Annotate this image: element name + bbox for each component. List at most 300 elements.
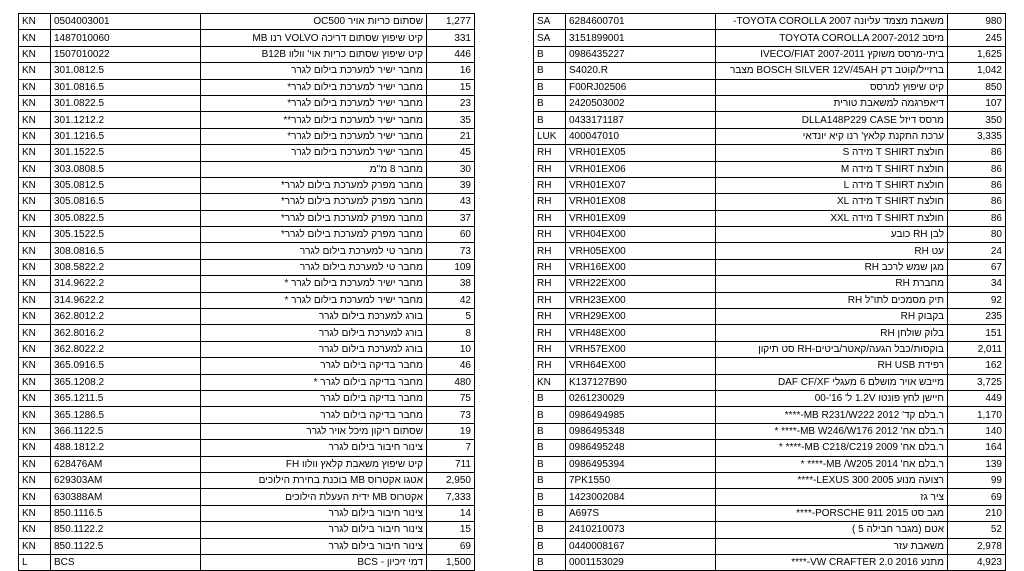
quantity-cell: 80 [948, 227, 1006, 243]
table-row [19, 112, 475, 128]
part-number-cell: 305.0816.5 [51, 194, 201, 210]
brand-cell: KN [19, 79, 51, 95]
table-row [19, 210, 475, 226]
quantity-cell: 37 [427, 210, 475, 226]
table-row [534, 14, 1006, 30]
part-number-cell: 6284600701 [566, 14, 716, 30]
quantity-cell: 5 [427, 309, 475, 325]
brand-cell: RH [534, 161, 566, 177]
part-number-cell: VRH01EX06 [566, 161, 716, 177]
part-number-cell: 0433171187 [566, 112, 716, 128]
brand-cell: RH [534, 358, 566, 374]
table-row [19, 259, 475, 275]
brand-cell: KN [19, 341, 51, 357]
table-row [534, 341, 1006, 357]
table-row [19, 30, 475, 46]
description-cell: דמי זיכיון - BCS [201, 554, 427, 570]
part-number-cell: 366.1122.5 [51, 423, 201, 439]
brand-cell: B [534, 538, 566, 554]
part-number-cell: VRH01EX07 [566, 177, 716, 193]
table-row [534, 112, 1006, 128]
quantity-cell: 711 [427, 456, 475, 472]
quantity-cell: 1,170 [948, 407, 1006, 423]
part-number-cell: VRH23EX00 [566, 292, 716, 308]
description-cell: מחבר ישיר למערכת בילום לגרר [201, 145, 427, 161]
table-row [19, 440, 475, 456]
description-cell: בקבוק RH [716, 309, 948, 325]
quantity-cell: 109 [427, 259, 475, 275]
brand-cell: B [534, 554, 566, 570]
table-row [19, 358, 475, 374]
quantity-cell: 86 [948, 161, 1006, 177]
quantity-cell: 7 [427, 440, 475, 456]
quantity-cell: 350 [948, 112, 1006, 128]
table-row [19, 145, 475, 161]
description-cell: בורג למערכת בילום לגרר [201, 341, 427, 357]
quantity-cell: 86 [948, 210, 1006, 226]
table-row [19, 14, 475, 30]
brand-cell: B [534, 95, 566, 111]
table-row [19, 276, 475, 292]
description-cell: מחברת RH [716, 276, 948, 292]
brand-cell: RH [534, 194, 566, 210]
brand-cell: KN [19, 456, 51, 472]
description-cell: שסתום ריקון מיכל אויר לגרר [201, 423, 427, 439]
description-cell: מחבר ישיר למערכת בילום לגרר * [201, 292, 427, 308]
table-row [19, 390, 475, 406]
part-number-cell: 1487010060 [51, 30, 201, 46]
description-cell: צינור חיבור בילום לגרר [201, 522, 427, 538]
table-row [534, 145, 1006, 161]
part-number-cell: 362.8012.2 [51, 309, 201, 325]
description-cell: מייבש אויר מושלם 6 מעגלי DAF CF/XF [716, 374, 948, 390]
quantity-cell: 73 [427, 243, 475, 259]
part-number-cell: 488.1812.2 [51, 440, 201, 456]
description-cell: קיט שיפוץ שסתום כריות אוי' וולוו B12B [201, 46, 427, 62]
description-cell: מגן שמש לרכב RH [716, 259, 948, 275]
quantity-cell: 980 [948, 14, 1006, 30]
part-number-cell: 850.1122.5 [51, 538, 201, 554]
part-number-cell: A697S [566, 505, 716, 521]
part-number-cell: 365.1208.2 [51, 374, 201, 390]
table-row [19, 243, 475, 259]
part-number-cell: 1507010022 [51, 46, 201, 62]
part-number-cell: VRH01EX08 [566, 194, 716, 210]
brand-cell: B [534, 390, 566, 406]
part-number-cell: 0986495248 [566, 440, 716, 456]
description-cell: חיישן לחץ פונטו 1.2V ל' 16'-00 [716, 390, 948, 406]
quantity-cell: 69 [427, 538, 475, 554]
description-cell: רפידת RH USB [716, 358, 948, 374]
table-row [19, 128, 475, 144]
quantity-cell: 2,011 [948, 341, 1006, 357]
table-row [19, 292, 475, 308]
quantity-cell: 46 [427, 358, 475, 374]
description-cell: מחבר ישיר למערכת בילום לגרר* [201, 128, 427, 144]
brand-cell: KN [19, 522, 51, 538]
table-row [534, 243, 1006, 259]
description-cell: מחבר בדיקה בילום לגרר * [201, 374, 427, 390]
table-row [534, 472, 1006, 488]
brand-cell: RH [534, 145, 566, 161]
part-number-cell: 365.0916.5 [51, 358, 201, 374]
brand-cell: KN [19, 472, 51, 488]
description-cell: ר.בלם אח' MB C218/C219 2009-**** * [716, 440, 948, 456]
table-row [19, 423, 475, 439]
brand-cell: B [534, 79, 566, 95]
quantity-cell: 210 [948, 505, 1006, 521]
quantity-cell: 38 [427, 276, 475, 292]
part-number-cell: 629303AM [51, 472, 201, 488]
table-row [534, 259, 1006, 275]
quantity-cell: 39 [427, 177, 475, 193]
part-number-cell: 301.0812.5 [51, 63, 201, 79]
quantity-cell: 15 [427, 522, 475, 538]
brand-cell: B [534, 472, 566, 488]
description-cell: בלוק שולחן RH [716, 325, 948, 341]
part-number-cell: 303.0808.5 [51, 161, 201, 177]
part-number-cell: VRH01EX09 [566, 210, 716, 226]
quantity-cell: 15 [427, 79, 475, 95]
part-number-cell: 301.0816.5 [51, 79, 201, 95]
quantity-cell: 1,277 [427, 14, 475, 30]
quantity-cell: 86 [948, 145, 1006, 161]
description-cell: משאבת עזר [716, 538, 948, 554]
description-cell: מחבר מפרק למערכת בילום לגרר* [201, 227, 427, 243]
quantity-cell: 1,042 [948, 63, 1006, 79]
brand-cell: KN [19, 309, 51, 325]
quantity-cell: 52 [948, 522, 1006, 538]
part-number-cell: VRH05EX00 [566, 243, 716, 259]
table-row [19, 472, 475, 488]
brand-cell: KN [19, 112, 51, 128]
description-cell: ביתי-מרסס משוקץ IVECO/FIAT 2007-2011 [716, 46, 948, 62]
description-cell: ברזייל/קוטב דק BOSCH SILVER 12V/45AH מצבר [716, 63, 948, 79]
brand-cell: B [534, 440, 566, 456]
quantity-cell: 3,725 [948, 374, 1006, 390]
quantity-cell: 86 [948, 177, 1006, 193]
table-row [534, 407, 1006, 423]
brand-cell: KN [19, 161, 51, 177]
brand-cell: SA [534, 30, 566, 46]
part-number-cell: VRH57EX00 [566, 341, 716, 357]
table-row [19, 522, 475, 538]
brand-cell: KN [19, 276, 51, 292]
description-cell: מחבר טי למערכת בילום לגרר [201, 243, 427, 259]
table-row [534, 276, 1006, 292]
brand-cell: KN [19, 489, 51, 505]
description-cell: מרסס דיזל DLLA148P229 CASE [716, 112, 948, 128]
description-cell: מחבר ישיר למערכת בילום לגרר* [201, 95, 427, 111]
quantity-cell: 2,978 [948, 538, 1006, 554]
description-cell: מחבר מפרק למערכת בילום לגרר* [201, 210, 427, 226]
brand-cell: KN [19, 259, 51, 275]
part-number-cell: VRH22EX00 [566, 276, 716, 292]
brand-cell: B [534, 112, 566, 128]
description-cell: מחבר בדיקה בילום לגרר [201, 358, 427, 374]
description-cell: מחבר בדיקה בילום לגרר [201, 407, 427, 423]
description-cell: תיק מסמכים לתו"ל RH [716, 292, 948, 308]
description-cell: ר.בלם אח' MB /W205 2014-**** * [716, 456, 948, 472]
part-number-cell: VRH04EX00 [566, 227, 716, 243]
part-number-cell: 0986495394 [566, 456, 716, 472]
brand-cell: SA [534, 14, 566, 30]
quantity-cell: 60 [427, 227, 475, 243]
brand-cell: B [534, 456, 566, 472]
table-row [19, 177, 475, 193]
brand-cell: B [534, 489, 566, 505]
quantity-cell: 92 [948, 292, 1006, 308]
part-number-cell: 630388AM [51, 489, 201, 505]
description-cell: מחבר מפרק למערכת בילום לגרר* [201, 194, 427, 210]
table-row [19, 63, 475, 79]
right-parts-table [533, 13, 1006, 571]
description-cell: צינור חיבור בילום לגרר [201, 538, 427, 554]
brand-cell: L [19, 554, 51, 570]
quantity-cell: 850 [948, 79, 1006, 95]
table-row [534, 292, 1006, 308]
quantity-cell: 86 [948, 194, 1006, 210]
part-number-cell: S4020.R [566, 63, 716, 79]
brand-cell: B [534, 423, 566, 439]
description-cell: ציר גז [716, 489, 948, 505]
brand-cell: RH [534, 341, 566, 357]
part-number-cell: 0261230029 [566, 390, 716, 406]
brand-cell: KN [534, 374, 566, 390]
table-row [534, 358, 1006, 374]
quantity-cell: 1,625 [948, 46, 1006, 62]
part-number-cell: 0986495348 [566, 423, 716, 439]
brand-cell: KN [19, 325, 51, 341]
table-row [534, 30, 1006, 46]
quantity-cell: 140 [948, 423, 1006, 439]
table-row [534, 374, 1006, 390]
description-cell: חולצת T SHIRT מידה L [716, 177, 948, 193]
table-row [534, 522, 1006, 538]
quantity-cell: 73 [427, 407, 475, 423]
part-number-cell: 314.9622.2 [51, 292, 201, 308]
brand-cell: RH [534, 276, 566, 292]
part-number-cell: 365.1211.5 [51, 390, 201, 406]
quantity-cell: 8 [427, 325, 475, 341]
quantity-cell: 16 [427, 63, 475, 79]
brand-cell: B [534, 63, 566, 79]
brand-cell: KN [19, 243, 51, 259]
table-row [19, 456, 475, 472]
table-row [534, 95, 1006, 111]
description-cell: צינור חיבור בילום לגרר [201, 505, 427, 521]
table-row [534, 46, 1006, 62]
part-number-cell: 0986494985 [566, 407, 716, 423]
quantity-cell: 245 [948, 30, 1006, 46]
brand-cell: LUK [534, 128, 566, 144]
part-number-cell: 362.8022.2 [51, 341, 201, 357]
quantity-cell: 45 [427, 145, 475, 161]
table-row [19, 46, 475, 62]
part-number-cell: BCS [51, 554, 201, 570]
description-cell: מחבר ישיר למערכת בילום לגרר** [201, 112, 427, 128]
table-row [534, 505, 1006, 521]
part-number-cell: 301.1216.5 [51, 128, 201, 144]
part-number-cell: 301.0822.5 [51, 95, 201, 111]
part-number-cell: F00RJ02506 [566, 79, 716, 95]
table-row [534, 210, 1006, 226]
quantity-cell: 164 [948, 440, 1006, 456]
part-number-cell: 314.9622.2 [51, 276, 201, 292]
description-cell: חולצת T SHIRT מידה XXL [716, 210, 948, 226]
description-cell: קיט שיפוץ למרסס [716, 79, 948, 95]
description-cell: חולצת T SHIRT מידה M [716, 161, 948, 177]
quantity-cell: 43 [427, 194, 475, 210]
part-number-cell: 850.1116.5 [51, 505, 201, 521]
table-row [534, 128, 1006, 144]
description-cell: עט RH [716, 243, 948, 259]
part-number-cell: VRH16EX00 [566, 259, 716, 275]
quantity-cell: 14 [427, 505, 475, 521]
part-number-cell: 7PK1550 [566, 472, 716, 488]
description-cell: ר.בלם קד' MB R231/W222 2012-**** [716, 407, 948, 423]
left-parts-table [18, 13, 475, 571]
part-number-cell: VRH29EX00 [566, 309, 716, 325]
part-number-cell: 365.1286.5 [51, 407, 201, 423]
brand-cell: RH [534, 309, 566, 325]
table-row [19, 374, 475, 390]
quantity-cell: 2,950 [427, 472, 475, 488]
part-number-cell: 362.8016.2 [51, 325, 201, 341]
table-row [534, 227, 1006, 243]
quantity-cell: 21 [427, 128, 475, 144]
description-cell: בוקסות/כבל הגעה/קאטר/ביטים-RH סט תיקון [716, 341, 948, 357]
quantity-cell: 19 [427, 423, 475, 439]
quantity-cell: 99 [948, 472, 1006, 488]
part-number-cell: 308.0816.5 [51, 243, 201, 259]
brand-cell: KN [19, 95, 51, 111]
brand-cell: KN [19, 177, 51, 193]
brand-cell: KN [19, 374, 51, 390]
quantity-cell: 69 [948, 489, 1006, 505]
table-row [534, 325, 1006, 341]
part-number-cell: 3151899001 [566, 30, 716, 46]
table-row [19, 161, 475, 177]
table-row [19, 538, 475, 554]
part-number-cell: 308.5822.2 [51, 259, 201, 275]
quantity-cell: 235 [948, 309, 1006, 325]
description-cell: ערכת התקנת קלאץ' רנו קיא יונדאי [716, 128, 948, 144]
table-row [534, 194, 1006, 210]
table-row [19, 489, 475, 505]
part-number-cell: 301.1522.5 [51, 145, 201, 161]
description-cell: דיאפרגמה למשאבת טורית [716, 95, 948, 111]
table-row [534, 309, 1006, 325]
description-cell: שסתום כריות אויר OC500 [201, 14, 427, 30]
description-cell: בורג למערכת בילום לגרר [201, 309, 427, 325]
brand-cell: B [534, 46, 566, 62]
quantity-cell: 139 [948, 456, 1006, 472]
table-row [19, 194, 475, 210]
part-number-cell: 850.1122.2 [51, 522, 201, 538]
table-row [19, 325, 475, 341]
table-row [534, 423, 1006, 439]
table-row [534, 63, 1006, 79]
quantity-cell: 42 [427, 292, 475, 308]
description-cell: חולצת T SHIRT מידה S [716, 145, 948, 161]
brand-cell: KN [19, 358, 51, 374]
brand-cell: KN [19, 292, 51, 308]
brand-cell: RH [534, 292, 566, 308]
table-row [19, 341, 475, 357]
brand-cell: KN [19, 128, 51, 144]
part-number-cell: VRH64EX00 [566, 358, 716, 374]
brand-cell: KN [19, 210, 51, 226]
brand-cell: RH [534, 177, 566, 193]
part-number-cell: 0504003001 [51, 14, 201, 30]
table-row [534, 489, 1006, 505]
table-row [19, 554, 475, 570]
brand-cell: B [534, 407, 566, 423]
description-cell: מגב סט PORSCHE 911 2015-**** [716, 505, 948, 521]
brand-cell: KN [19, 194, 51, 210]
description-cell: מיסב TOYOTA COROLLA 2007-2012 [716, 30, 948, 46]
quantity-cell: 107 [948, 95, 1006, 111]
description-cell: מחבר ישיר למערכת בילום לגרר [201, 63, 427, 79]
table-row [19, 227, 475, 243]
quantity-cell: 331 [427, 30, 475, 46]
description-cell: משאבת מצמד עליונה TOYOTA COROLLA 2007- [716, 14, 948, 30]
quantity-cell: 34 [948, 276, 1006, 292]
part-number-cell: 2420503002 [566, 95, 716, 111]
description-cell: אטגו אקטרוס MB בוכנת בחירת הילוכים [201, 472, 427, 488]
quantity-cell: 480 [427, 374, 475, 390]
brand-cell: KN [19, 505, 51, 521]
quantity-cell: 4,923 [948, 554, 1006, 570]
description-cell: מחבר ישיר למערכת בילום לגרר * [201, 276, 427, 292]
description-cell: רצועה מנוע LEXUS 300 2005-**** [716, 472, 948, 488]
part-number-cell: 2410210073 [566, 522, 716, 538]
description-cell: לבן RH כובע [716, 227, 948, 243]
brand-cell: KN [19, 390, 51, 406]
description-cell: מחבר 8 מ"מ [201, 161, 427, 177]
part-number-cell: 400047010 [566, 128, 716, 144]
part-number-cell: VRH48EX00 [566, 325, 716, 341]
brand-cell: RH [534, 210, 566, 226]
table-row [19, 95, 475, 111]
part-number-cell: 305.1522.5 [51, 227, 201, 243]
description-cell: אקטרוס MB ידית העעלת הילוכים [201, 489, 427, 505]
table-row [534, 79, 1006, 95]
description-cell: קיט שיפוץ משאבת קלאץ וולוו FH [201, 456, 427, 472]
table-row [534, 554, 1006, 570]
brand-cell: KN [19, 145, 51, 161]
table-row [534, 440, 1006, 456]
part-number-cell: 305.0822.5 [51, 210, 201, 226]
brand-cell: KN [19, 407, 51, 423]
part-number-cell: K137127B90 [566, 374, 716, 390]
brand-cell: RH [534, 227, 566, 243]
table-row [19, 79, 475, 95]
description-cell: ר.בלם אח' MB W246/W176 2012-**** * [716, 423, 948, 439]
brand-cell: B [534, 522, 566, 538]
quantity-cell: 162 [948, 358, 1006, 374]
brand-cell: RH [534, 259, 566, 275]
part-number-cell: 305.0812.5 [51, 177, 201, 193]
brand-cell: KN [19, 46, 51, 62]
table-row [534, 161, 1006, 177]
table-row [534, 177, 1006, 193]
brand-cell: B [534, 505, 566, 521]
part-number-cell: 0001153029 [566, 554, 716, 570]
quantity-cell: 449 [948, 390, 1006, 406]
description-cell: צינור חיבור בילום לגרר [201, 440, 427, 456]
